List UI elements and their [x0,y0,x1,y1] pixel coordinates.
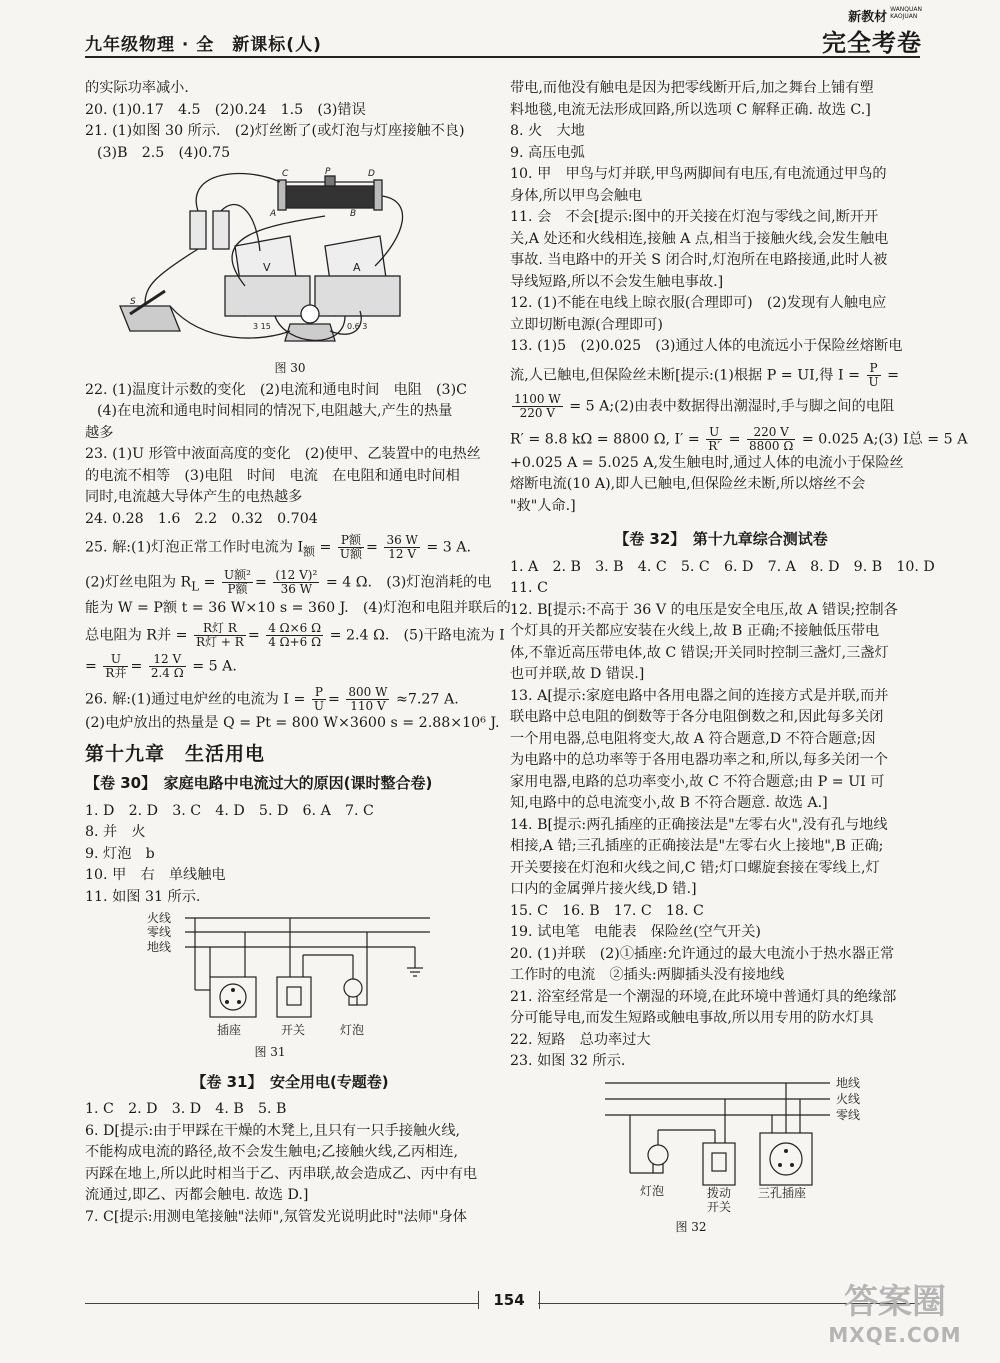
answer-13: 13. (1)5 (2)0.025 (3)通过人体的电流远小于保险丝熔断电 [510,338,903,354]
fig32-neutral-label: 零线 [836,1107,861,1122]
section-title-31: 【卷 31】 安全用电(专题卷) [191,1072,389,1091]
answer-32-13-cont: 联电路中总电阻的倒数等于各分电阻倒数之和,因此每多关闭 [510,709,884,725]
answer-32-13-cont3: 为电路中的总功率等于各用电器功率之和,所以,每多关闭一个 [510,752,888,768]
fig31-socket-label: 插座 [217,1023,242,1038]
logo-big-text: 完全考卷 [822,29,922,57]
answer-31-6: 6. D[提示:由于甲踩在干燥的木凳上,且只有一只手接触火线, [85,1122,461,1139]
answer-32-14-cont: 相接,A 错;三孔插座的正确接法是"左零右火上接地",B 正确; [510,838,884,854]
fig30-label-b: B [350,209,357,219]
answer-32-13-cont2: 一个用电器,总电阻将变大,故 A 符合题意,D 不符合题意;因 [510,730,876,747]
answer-30-9: 9. 灯泡 b [85,845,155,862]
fig31-live-label: 火线 [147,911,172,926]
answer-12: 12. (1)不能在电线上晾衣服(合理即可) (2)发现有人触电应 [510,295,887,311]
page-number: 154 [478,1291,540,1309]
logo-small-text: 新教材 [848,10,888,25]
answer-21: 21. (1)如图 30 所示. (2)灯丝断了(或灯泡与灯座接触不良) [85,123,465,139]
answer-23-cont2: 同时,电流越大导体产生的电热越多 [85,489,303,505]
fig30-voltmeter-label: V [263,261,271,274]
fig32-live-label: 火线 [836,1091,861,1106]
answer-25-5: = $\frac{U}{\text{R并}}$ = $\frac{12 V}{2.4 \Omega}$ = 5 A. [85,652,237,681]
answer-31-6-cont: 不能构成电流的路径,故不会发生触电;乙接触火线,乙丙相连, [85,1144,458,1161]
answer-32-13-cont4: 家用电器,电路的总功率变小,故 C 不符合题意;由 P = UI 可 [510,773,885,790]
fig30-label-p: P [325,167,331,177]
figure-30-circuit [85,166,495,356]
answer-13-cont: 流,人已触电,但保险丝未断[提示:(1)根据 P = UI,得 I = $\frac{P}{U}$ = [510,360,900,389]
fraction: $\frac{\text{R灯 R}}{\text{R灯 + R}}$ [196,621,244,650]
answer-26: 26. 解:(1)通过电炉丝的电流为 I = $\frac{P}{U}$ = $\frac{800 W}{110 V}$ ≈7.27 A. [85,685,459,714]
fraction: $\frac{\text{U额²}}{\text{P额}}$ [224,567,251,596]
fraction: $\frac{36 W}{12 V}$ [386,533,418,561]
fig30-label-d: D [368,169,375,179]
answer-10-cont: 身体,所以甲鸟会触电 [510,187,643,204]
answer-32-12: 12. B[提示:不高于 36 V 的电压是安全电压,故 A 错误;控制各 [510,601,898,618]
figure-31-wiring [85,910,495,1040]
page-footer [85,1291,920,1315]
answer-21-cont: (3)B 2.5 (4)0.75 [97,144,231,161]
fraction: $\frac{U}{\text{R并}}$ [105,652,127,681]
fig32-bulb-label: 灯泡 [640,1183,665,1198]
fig32-socket-label: 三孔插座 [758,1185,807,1200]
answer-30-11: 11. 如图 31 所示. [85,888,201,905]
answer-31-choices: 1. C 2. D 3. D 4. B 5. B [85,1101,287,1118]
fig31-bulb-label: 灯泡 [340,1023,365,1038]
answer-22-cont2: 越多 [85,424,114,441]
fraction: $\frac{U}{R'}$ [708,424,721,453]
answer-20: 20. (1)0.17 4.5 (2)0.24 1.5 (3)错误 [85,101,366,118]
section-title-32: 【卷 32】 第十九章综合测试卷 [614,530,828,548]
fraction: $\frac{800 W}{110 V}$ [348,685,388,714]
answer-line: 带电,而他没有触电是因为把零线断开后,加之舞台上铺有塑 [510,80,874,96]
watermark-line-2: MXQE.COM [828,1323,962,1347]
chapter-title: 第十九章 生活用电 [85,742,266,765]
answer-31-6-cont2: 丙踩在地上,所以此时相当于乙、丙串联,故会造成乙、丙中有电 [85,1165,478,1182]
fraction: $\frac{P}{U}$ [313,685,324,714]
answer-25: 25. 解:(1)灯泡正常工作时电流为 $I_额$ = $\frac{\text{P额}}{\text{U额}}$ = $\frac{36 W}{12 V}$ = 3 A. [85,533,472,561]
fig32-switch-label-2: 开关 [707,1199,732,1214]
answer-11-cont2: 事故. 当电路中的开关 S 闭合时,灯泡所在电路接通,此时人被 [510,252,888,268]
answer-32-14-cont3: 口内的金属弹片接火线,D 错.] [510,881,697,897]
fraction: $\frac{1100 W}{220 V}$ [514,391,561,420]
answer-32-23: 23. 如图 32 所示. [510,1053,626,1069]
footer-rule-left [85,1303,478,1304]
answer-13-cont4: +0.025 A = 5.025 A,发生触电时,通过人体的电流小于保险丝 [510,454,904,471]
fig31-ground-label: 地线 [147,940,172,955]
fig32-switch-label-1: 拨动 [707,1185,732,1200]
answer-line: 料地毯,电流无法形成回路,所以选项 C 解释正确. 故选 C.] [510,101,871,118]
figure-32-caption: 图 32 [675,1219,707,1234]
logo-pinyin-2: KAOJUAN [890,13,918,20]
answer-32-20-cont: 工作时的电流 ②插头:两脚插头没有接地线 [510,967,785,983]
fig30-v-scale: 3 15 [253,322,271,331]
answer-23: 23. (1)U 形管中液面高度的变化 (2)使甲、乙装置中的电热丝 [85,446,481,462]
answer-12-cont: 立即切断电源(合理即可) [510,316,663,333]
figure-32-wiring [510,1075,930,1215]
watermark [810,1274,980,1347]
fig30-label-s: S [130,297,136,307]
figure-31-caption: 图 31 [254,1045,286,1060]
header-rule [85,56,920,58]
answer-25-3: 能为 W = P额 t = 36 W×10 s = 360 J. (4)灯泡和电阻并联后的 [85,599,511,616]
answer-25-4: 总电阻为 R并 = $\frac{\text{R灯 R}}{\text{R灯 + R}}$ = $\frac{4 \Omega\times 6 \Omega}{4 \Omega+6 \Omega}$ = 2.4 Ω. (5)干路电流为 I [85,621,505,650]
watermark-line-1: 答案圈 [844,1282,946,1322]
right-column [510,78,968,1238]
answer-13-cont2: $\frac{1100 W}{220 V}$ = 5 A;(2)由表中数据得出潮湿时,手与脚之间的电阻 [514,391,895,420]
fig30-label-c: C [282,169,289,179]
answer-32-21-cont: 分可能导电,而发生短路或触电事故,所以用专用的防水灯具 [510,1010,874,1026]
answer-32-19: 19. 试电笔 电能表 保险丝(空气开关) [510,924,761,940]
answer-32-12-cont2: 体,不靠近高压带电体,故 C 错误;开关同时控制三盏灯,三盏灯 [510,644,889,661]
answer-30-10: 10. 甲 右 单线触电 [85,867,226,884]
answer-11-cont: 关,A 处还和火线相连,接触 A 点,相当于接触火线,会发生触电 [510,230,889,247]
logo-pinyin-1: WANQUAN [890,6,922,13]
fig30-ammeter-label: A [353,261,361,274]
answer-13-cont3: R′ = 8.8 kΩ = 8800 Ω, I′ = $\frac{U}{R'}$ = $\frac{220 V}{8800 \Omega}$ = 0.025 A;(3) I总 = 5 A [510,424,968,453]
figure-30-caption: 图 30 [274,361,306,375]
answer-31-7: 7. C[提示:用测电笔接触"法师",氖管发光说明此时"法师"身体 [85,1208,467,1225]
answer-32-22: 22. 短路 总功率过大 [510,1031,651,1048]
left-column [85,78,511,1228]
fig30-a-scale: 0.6 3 [347,322,368,331]
brand-logo [802,6,922,58]
answer-24: 24. 0.28 1.6 2.2 0.32 0.704 [85,510,318,527]
fraction: $\frac{4 \Omega\times 6 \Omega}{4 \Omega+6 \Omega}$ [268,621,322,650]
fig32-ground-label: 地线 [836,1075,861,1090]
answer-11-cont3: 导线短路,所以不会发生触电事故.] [510,273,724,290]
answer-22: 22. (1)温度计示数的变化 (2)电流和通电时间 电阻 (3)C [85,381,467,398]
section-title-30: 【卷 30】 家庭电路中电流过大的原因(课时整合卷) [85,774,433,793]
answer-9: 9. 高压电弧 [510,144,585,161]
fraction: $\frac{220 V}{8800 \Omega}$ [748,424,794,453]
answer-32-14: 14. B[提示:两孔插座的正确接法是"左零右火",没有孔与地线 [510,816,888,833]
answer-32-12-cont: 个灯具的开关都应安装在火线上,故 B 正确;不接触低压带电 [510,623,880,639]
answer-32-13-cont5: 知,电路中的总电流变小,故 B 不符合题意. 故选 A.] [510,795,828,811]
answer-32-21: 21. 浴室经常是一个潮湿的环境,在此环境中普通灯具的绝缘部 [510,988,897,1005]
answer-13-cont5: 熔断电流(10 A),即人已触电,但保险丝未断,所以熔丝不会 [510,476,866,492]
answer-31-6-cont3: 流通过,即乙、丙都会触电. 故选 D.] [85,1187,309,1204]
answer-11: 11. 会 不会[提示:图中的开关接在灯泡与零线之间,断开开 [510,209,879,225]
fraction: $\frac{P}{U}$ [868,360,879,389]
answer-23-cont: 的电流不相等 (3)电阻 时间 电流 在电阻和通电时间相 [85,467,460,484]
fig31-switch-label: 开关 [281,1023,306,1038]
answer-8: 8. 火 大地 [510,123,585,139]
answer-32-13: 13. A[提示:家庭电路中各用电器之间的连接方式是并联,而并 [510,687,889,704]
answer-13-cont6: "救"人命.] [510,497,576,514]
answer-10: 10. 甲 甲鸟与灯并联,甲鸟两脚间有电压,有电流通过甲鸟的 [510,166,887,182]
page-header-title: 九年级物理 · 全 新课标(人) [85,35,322,55]
fraction: $\frac{\text{(12 V)²}}{36 W}$ [275,567,318,596]
answer-32-12-cont3: 也可并联,故 D 错误.] [510,666,645,682]
fraction: $\frac{12 V}{2.4 \Omega}$ [150,652,184,681]
answer-32-choices: 1. A 2. B 3. B 4. C 5. C 6. D 7. A 8. D 9. B 10. D [510,558,935,575]
answer-32-11: 11. C [510,580,548,596]
answer-32-20: 20. (1)并联 (2)①插座:允许通过的最大电流小于热水器正常 [510,945,895,962]
fig31-neutral-label: 零线 [147,925,172,940]
answer-26-2: (2)电炉放出的热量是 Q = Pt = 800 W×3600 s = 2.88×10⁶ J. [85,715,500,732]
fig30-label-a: A [270,209,277,219]
answer-32-15-18: 15. C 16. B 17. C 18. C [510,902,704,919]
answer-32-14-cont2: 开关要接在灯泡和火线之间,C 错;灯口螺旋套接在零线上,灯 [510,859,880,876]
answer-22-cont: (4)在电流和通电时间相同的情况下,电阻越大,产生的热量 [97,403,453,419]
answer-line: 的实际功率减小. [85,80,189,96]
answer-25-2: (2)灯丝电阻为 $R_L$ = $\frac{\text{U额²}}{\text{P额}}$ = $\frac{\text{(12 V)²}}{36 W}$ = 4 Ω. (3)灯泡消耗的电 [85,567,492,596]
fraction: $\frac{\text{P额}}{\text{U额}}$ [339,533,363,561]
answer-30-8: 8. 并 火 [85,824,146,841]
answer-30-choices: 1. D 2. D 3. C 4. D 5. D 6. A 7. C [85,802,374,819]
